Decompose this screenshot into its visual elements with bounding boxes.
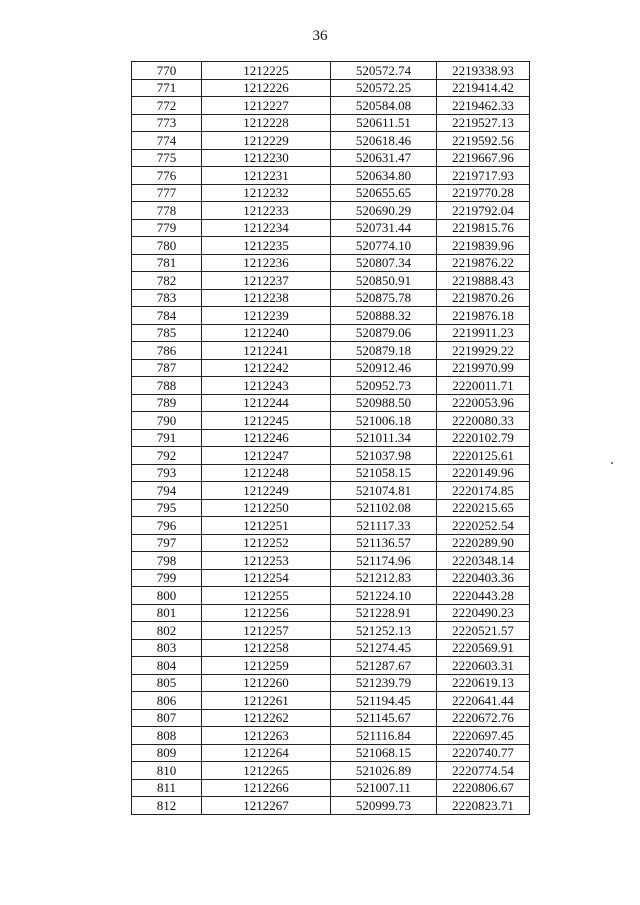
table-row — [132, 674, 530, 692]
point-id-cell: 1212266 — [202, 779, 331, 797]
point-id-cell: 1212259 — [202, 657, 331, 675]
table-row — [132, 412, 530, 430]
x-coordinate-cell: 520618.46 — [331, 132, 437, 150]
x-coordinate-cell: 520879.18 — [331, 342, 437, 360]
x-coordinate-cell: 521058.15 — [331, 464, 437, 482]
x-coordinate-cell: 520888.32 — [331, 307, 437, 325]
y-coordinate-cell: 2220740.77 — [437, 744, 530, 762]
y-coordinate-cell: 2220080.33 — [437, 412, 530, 430]
point-id-cell: 1212228 — [202, 114, 331, 132]
x-coordinate-cell: 520912.46 — [331, 359, 437, 377]
point-number-cell: 802 — [132, 622, 202, 640]
y-coordinate-cell: 2220053.96 — [437, 394, 530, 412]
table-row — [132, 307, 530, 325]
point-number-cell: 801 — [132, 604, 202, 622]
table-row — [132, 464, 530, 482]
y-coordinate-cell: 2220102.79 — [437, 429, 530, 447]
x-coordinate-cell: 521116.84 — [331, 727, 437, 745]
x-coordinate-cell: 521102.08 — [331, 499, 437, 517]
point-id-cell: 1212231 — [202, 167, 331, 185]
table-row — [132, 114, 530, 132]
table-row — [132, 587, 530, 605]
y-coordinate-cell: 2219876.18 — [437, 307, 530, 325]
point-id-cell: 1212226 — [202, 79, 331, 97]
page-number: 36 — [312, 28, 328, 44]
table-row — [132, 184, 530, 202]
y-coordinate-cell: 2220011.71 — [437, 377, 530, 395]
point-id-cell: 1212227 — [202, 97, 331, 115]
y-coordinate-cell: 2220403.36 — [437, 569, 530, 587]
point-number-cell: 794 — [132, 482, 202, 500]
table-row — [132, 447, 530, 465]
scan-speck — [611, 462, 613, 464]
point-id-cell: 1212247 — [202, 447, 331, 465]
point-id-cell: 1212249 — [202, 482, 331, 500]
point-number-cell: 796 — [132, 517, 202, 535]
point-id-cell: 1212244 — [202, 394, 331, 412]
point-id-cell: 1212225 — [202, 62, 331, 80]
table-row — [132, 79, 530, 97]
point-id-cell: 1212253 — [202, 552, 331, 570]
point-id-cell: 1212267 — [202, 797, 331, 815]
point-number-cell: 811 — [132, 779, 202, 797]
point-number-cell: 783 — [132, 289, 202, 307]
table-row — [132, 622, 530, 640]
point-id-cell: 1212238 — [202, 289, 331, 307]
x-coordinate-cell: 521026.89 — [331, 762, 437, 780]
x-coordinate-cell: 521287.67 — [331, 657, 437, 675]
table-row — [132, 499, 530, 517]
point-id-cell: 1212229 — [202, 132, 331, 150]
point-id-cell: 1212263 — [202, 727, 331, 745]
table-row — [132, 167, 530, 185]
point-id-cell: 1212257 — [202, 622, 331, 640]
x-coordinate-cell: 520690.29 — [331, 202, 437, 220]
point-number-cell: 795 — [132, 499, 202, 517]
x-coordinate-cell: 520875.78 — [331, 289, 437, 307]
x-coordinate-cell: 521194.45 — [331, 692, 437, 710]
y-coordinate-cell: 2220348.14 — [437, 552, 530, 570]
table-row — [132, 377, 530, 395]
table-row — [132, 762, 530, 780]
point-number-cell: 780 — [132, 237, 202, 255]
point-number-cell: 787 — [132, 359, 202, 377]
point-number-cell: 782 — [132, 272, 202, 290]
table-row — [132, 62, 530, 80]
x-coordinate-cell: 521174.96 — [331, 552, 437, 570]
table-row — [132, 604, 530, 622]
x-coordinate-cell: 520988.50 — [331, 394, 437, 412]
table-row — [132, 569, 530, 587]
point-number-cell: 810 — [132, 762, 202, 780]
point-number-cell: 785 — [132, 324, 202, 342]
y-coordinate-cell: 2220774.54 — [437, 762, 530, 780]
table-row — [132, 709, 530, 727]
y-coordinate-cell: 2219792.04 — [437, 202, 530, 220]
table-row — [132, 797, 530, 815]
table-row — [132, 97, 530, 115]
point-id-cell: 1212243 — [202, 377, 331, 395]
x-coordinate-cell: 520774.10 — [331, 237, 437, 255]
point-number-cell: 803 — [132, 639, 202, 657]
y-coordinate-cell: 2219970.99 — [437, 359, 530, 377]
x-coordinate-cell: 521252.13 — [331, 622, 437, 640]
x-coordinate-cell: 521006.18 — [331, 412, 437, 430]
point-number-cell: 788 — [132, 377, 202, 395]
point-number-cell: 773 — [132, 114, 202, 132]
x-coordinate-cell: 520807.34 — [331, 254, 437, 272]
x-coordinate-cell: 521224.10 — [331, 587, 437, 605]
y-coordinate-cell: 2219815.76 — [437, 219, 530, 237]
point-id-cell: 1212236 — [202, 254, 331, 272]
y-coordinate-cell: 2220252.54 — [437, 517, 530, 535]
point-number-cell: 793 — [132, 464, 202, 482]
y-coordinate-cell: 2220521.57 — [437, 622, 530, 640]
table-row — [132, 237, 530, 255]
point-id-cell: 1212237 — [202, 272, 331, 290]
table-row — [132, 254, 530, 272]
y-coordinate-cell: 2219876.22 — [437, 254, 530, 272]
point-number-cell: 779 — [132, 219, 202, 237]
y-coordinate-cell: 2220149.96 — [437, 464, 530, 482]
x-coordinate-cell: 521068.15 — [331, 744, 437, 762]
coordinate-table-body — [132, 62, 530, 815]
x-coordinate-cell: 520731.44 — [331, 219, 437, 237]
point-number-cell: 775 — [132, 149, 202, 167]
y-coordinate-cell: 2220289.90 — [437, 534, 530, 552]
table-row — [132, 132, 530, 150]
point-id-cell: 1212260 — [202, 674, 331, 692]
table-row — [132, 202, 530, 220]
x-coordinate-cell: 520952.73 — [331, 377, 437, 395]
table-row — [132, 552, 530, 570]
table-row — [132, 342, 530, 360]
y-coordinate-cell: 2220443.28 — [437, 587, 530, 605]
point-id-cell: 1212230 — [202, 149, 331, 167]
y-coordinate-cell: 2220641.44 — [437, 692, 530, 710]
point-number-cell: 809 — [132, 744, 202, 762]
table-row — [132, 744, 530, 762]
y-coordinate-cell: 2219770.28 — [437, 184, 530, 202]
point-number-cell: 789 — [132, 394, 202, 412]
table-row — [132, 727, 530, 745]
y-coordinate-cell: 2219870.26 — [437, 289, 530, 307]
y-coordinate-cell: 2219527.13 — [437, 114, 530, 132]
x-coordinate-cell: 521007.11 — [331, 779, 437, 797]
point-id-cell: 1212245 — [202, 412, 331, 430]
x-coordinate-cell: 520631.47 — [331, 149, 437, 167]
y-coordinate-cell: 2220672.76 — [437, 709, 530, 727]
table-row — [132, 359, 530, 377]
y-coordinate-cell: 2219888.43 — [437, 272, 530, 290]
point-id-cell: 1212261 — [202, 692, 331, 710]
table-row — [132, 534, 530, 552]
table-row — [132, 219, 530, 237]
point-number-cell: 776 — [132, 167, 202, 185]
point-number-cell: 781 — [132, 254, 202, 272]
table-row — [132, 289, 530, 307]
y-coordinate-cell: 2219839.96 — [437, 237, 530, 255]
y-coordinate-cell: 2219414.42 — [437, 79, 530, 97]
x-coordinate-cell: 521037.98 — [331, 447, 437, 465]
point-id-cell: 1212254 — [202, 569, 331, 587]
x-coordinate-cell: 520850.91 — [331, 272, 437, 290]
y-coordinate-cell: 2220603.31 — [437, 657, 530, 675]
point-id-cell: 1212248 — [202, 464, 331, 482]
point-number-cell: 778 — [132, 202, 202, 220]
point-number-cell: 812 — [132, 797, 202, 815]
point-number-cell: 774 — [132, 132, 202, 150]
x-coordinate-cell: 520572.25 — [331, 79, 437, 97]
y-coordinate-cell: 2220174.85 — [437, 482, 530, 500]
point-id-cell: 1212265 — [202, 762, 331, 780]
point-id-cell: 1212240 — [202, 324, 331, 342]
point-id-cell: 1212264 — [202, 744, 331, 762]
table-row — [132, 639, 530, 657]
x-coordinate-cell: 520634.80 — [331, 167, 437, 185]
x-coordinate-cell: 520611.51 — [331, 114, 437, 132]
point-id-cell: 1212239 — [202, 307, 331, 325]
point-id-cell: 1212235 — [202, 237, 331, 255]
table-row — [132, 692, 530, 710]
x-coordinate-cell: 520655.65 — [331, 184, 437, 202]
point-number-cell: 784 — [132, 307, 202, 325]
y-coordinate-cell: 2219592.56 — [437, 132, 530, 150]
point-number-cell: 777 — [132, 184, 202, 202]
point-number-cell: 790 — [132, 412, 202, 430]
y-coordinate-cell: 2220806.67 — [437, 779, 530, 797]
y-coordinate-cell: 2220619.13 — [437, 674, 530, 692]
table-row — [132, 657, 530, 675]
point-id-cell: 1212250 — [202, 499, 331, 517]
y-coordinate-cell: 2220125.61 — [437, 447, 530, 465]
x-coordinate-cell: 520999.73 — [331, 797, 437, 815]
point-number-cell: 805 — [132, 674, 202, 692]
point-id-cell: 1212232 — [202, 184, 331, 202]
point-id-cell: 1212252 — [202, 534, 331, 552]
point-number-cell: 808 — [132, 727, 202, 745]
y-coordinate-cell: 2219338.93 — [437, 62, 530, 80]
point-number-cell: 807 — [132, 709, 202, 727]
point-number-cell: 806 — [132, 692, 202, 710]
point-id-cell: 1212258 — [202, 639, 331, 657]
x-coordinate-cell: 521274.45 — [331, 639, 437, 657]
y-coordinate-cell: 2220823.71 — [437, 797, 530, 815]
point-number-cell: 791 — [132, 429, 202, 447]
table-row — [132, 394, 530, 412]
point-id-cell: 1212241 — [202, 342, 331, 360]
point-number-cell: 798 — [132, 552, 202, 570]
x-coordinate-cell: 521117.33 — [331, 517, 437, 535]
table-row — [132, 482, 530, 500]
point-id-cell: 1212246 — [202, 429, 331, 447]
x-coordinate-cell: 520584.08 — [331, 97, 437, 115]
point-number-cell: 786 — [132, 342, 202, 360]
y-coordinate-cell: 2219717.93 — [437, 167, 530, 185]
y-coordinate-cell: 2219911.23 — [437, 324, 530, 342]
x-coordinate-cell: 521136.57 — [331, 534, 437, 552]
point-number-cell: 792 — [132, 447, 202, 465]
point-id-cell: 1212255 — [202, 587, 331, 605]
y-coordinate-cell: 2220697.45 — [437, 727, 530, 745]
point-number-cell: 770 — [132, 62, 202, 80]
point-number-cell: 804 — [132, 657, 202, 675]
x-coordinate-cell: 521145.67 — [331, 709, 437, 727]
y-coordinate-cell: 2220569.91 — [437, 639, 530, 657]
y-coordinate-cell: 2220490.23 — [437, 604, 530, 622]
point-id-cell: 1212251 — [202, 517, 331, 535]
table-row — [132, 517, 530, 535]
table-row — [132, 779, 530, 797]
table-row — [132, 429, 530, 447]
x-coordinate-cell: 521228.91 — [331, 604, 437, 622]
x-coordinate-cell: 521074.81 — [331, 482, 437, 500]
x-coordinate-cell: 521011.34 — [331, 429, 437, 447]
x-coordinate-cell: 520879.06 — [331, 324, 437, 342]
point-number-cell: 797 — [132, 534, 202, 552]
point-number-cell: 800 — [132, 587, 202, 605]
y-coordinate-cell: 2219667.96 — [437, 149, 530, 167]
x-coordinate-cell: 520572.74 — [331, 62, 437, 80]
y-coordinate-cell: 2219462.33 — [437, 97, 530, 115]
table-row — [132, 324, 530, 342]
point-id-cell: 1212234 — [202, 219, 331, 237]
table-row — [132, 149, 530, 167]
point-id-cell: 1212262 — [202, 709, 331, 727]
x-coordinate-cell: 521239.79 — [331, 674, 437, 692]
y-coordinate-cell: 2220215.65 — [437, 499, 530, 517]
point-number-cell: 771 — [132, 79, 202, 97]
point-id-cell: 1212233 — [202, 202, 331, 220]
point-number-cell: 772 — [132, 97, 202, 115]
point-id-cell: 1212256 — [202, 604, 331, 622]
point-id-cell: 1212242 — [202, 359, 331, 377]
coordinate-table — [131, 61, 530, 815]
point-number-cell: 799 — [132, 569, 202, 587]
y-coordinate-cell: 2219929.22 — [437, 342, 530, 360]
table-row — [132, 272, 530, 290]
x-coordinate-cell: 521212.83 — [331, 569, 437, 587]
